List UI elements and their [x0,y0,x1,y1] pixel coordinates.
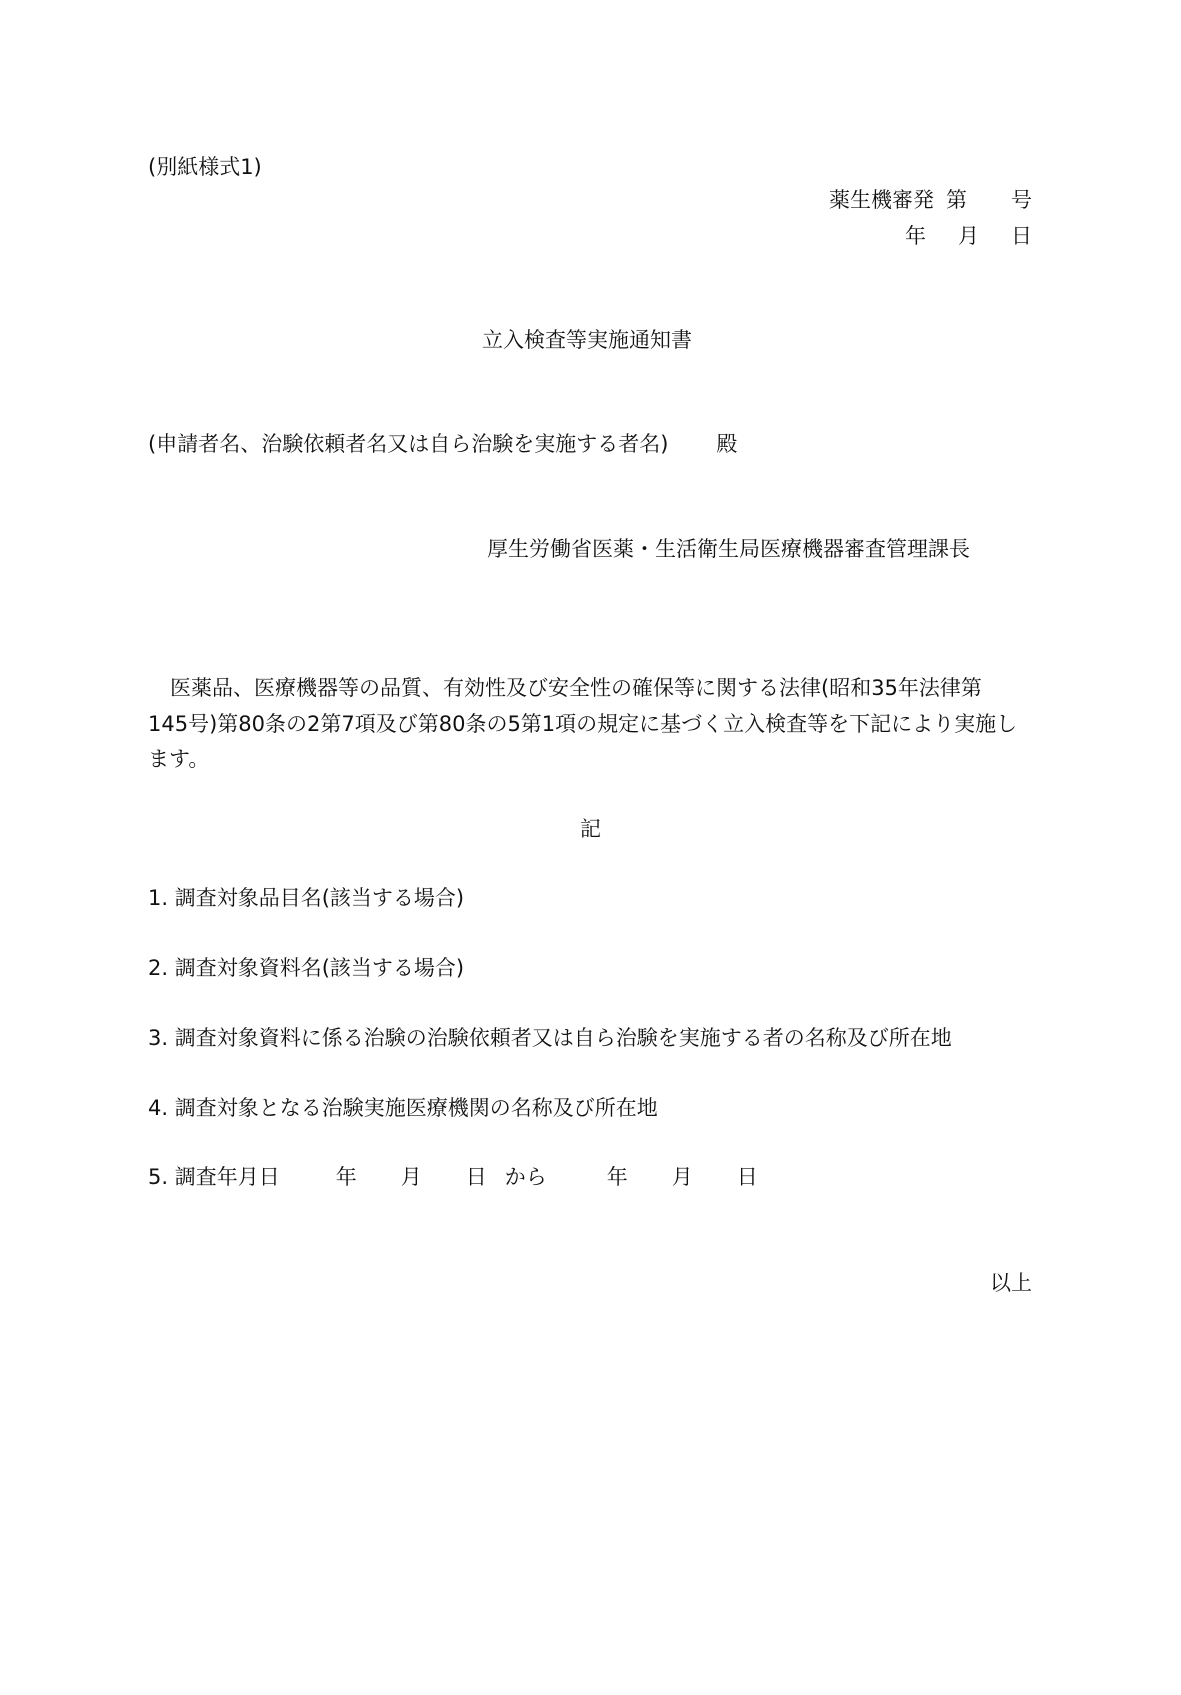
form-label: (別紙様式1) [148,155,262,179]
list-item: 2. 調査対象資料名(該当する場合) [148,956,465,980]
closing-row [990,1271,1032,1295]
item5 [148,1165,758,1189]
date-day: 日 [1011,224,1032,248]
closing: 以上 [990,1271,1032,1295]
item5-month1: 月 [400,1165,422,1189]
item5-month2: 月 [671,1165,693,1189]
list-item: 3. 調査対象資料に係る治験の治験依頼者又は自ら治験を実施する者の名称及び所在地 [148,1026,952,1050]
list-item: 4. 調査対象となる治験実施医療機関の名称及び所在地 [148,1096,658,1120]
sender: 厚生労働省医薬・生活衛生局医療機器審査管理課長 [487,537,970,561]
item5-day1: 日 [465,1165,487,1189]
date-month: 月 [958,224,979,248]
date-year: 年 [905,224,926,248]
body-line: 145号)第80条の2第7項及び第80条の5第1項の規定に基づく立入検査等を下記により実施し [148,712,1018,736]
list-item: 1. 調査対象品目名(該当する場合) [148,886,465,910]
body-line: ます。 [148,747,210,771]
doc-number-prefix: 薬生機審発 [829,188,934,212]
item5-from: から [504,1165,547,1189]
item5-year1: 年 [335,1165,357,1189]
page-title: 立入検査等実施通知書 [482,328,692,352]
doc-number-dai: 第 [946,188,967,212]
date [905,224,1032,248]
item5-day2: 日 [736,1165,758,1189]
ki-heading: 記 [580,817,601,841]
addressee [148,432,737,456]
addressee-name: (申請者名、治験依頼者名又は自ら治験を実施する者名) [148,432,669,456]
doc-number [829,188,1032,212]
doc-number-go: 号 [1011,188,1032,212]
addressee-honorific: 殿 [716,432,738,456]
body-line: 医薬品、医療機器等の品質、有効性及び安全性の確保等に関する法律(昭和35年法律第 [170,676,982,700]
item5-label: 5. 調査年月日 [148,1165,280,1189]
item5-year2: 年 [606,1165,628,1189]
